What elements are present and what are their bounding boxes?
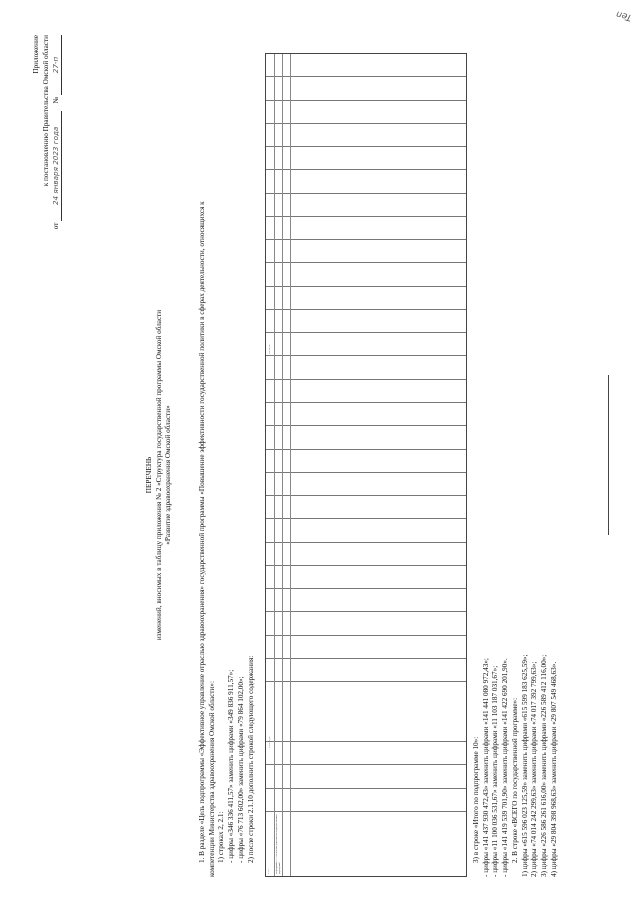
date-prefix: от [52, 222, 61, 230]
table-column-divider [266, 635, 466, 636]
table-column-divider [266, 239, 466, 240]
table-column-divider [266, 588, 466, 589]
table-value-small: 3 150 500,00 [269, 344, 271, 356]
table-column-divider [266, 355, 466, 356]
body-line: 1) строках 2, 2.1: [217, 811, 226, 863]
appendix-line-1: Приложение [32, 35, 40, 74]
tail-line: 3) в строке «Итого по подпрограмме 10»: [472, 736, 480, 863]
table-column-divider [266, 681, 466, 682]
table-column-divider [266, 286, 466, 287]
number-prefix: № [52, 96, 61, 104]
table-column-divider [266, 169, 466, 170]
table-column-divider [266, 425, 466, 426]
tail-lines [472, 77, 559, 877]
handwritten-signature: Ten [615, 8, 633, 23]
body-line: - цифры «76 713 602,00» заменить цифрами «79 864 102,00»; [236, 676, 245, 863]
doc-subtitle: изменений, вносимых в таблицу приложения № 2 «Структура государственной программы Омской области [154, 309, 163, 641]
table-column-divider [266, 741, 466, 742]
table-column-divider [266, 123, 466, 124]
inserted-row-table [265, 53, 467, 877]
tail-line: 2) цифры «74 014 242 299,63» заменить цифрами «74 017 392 799,63»; [530, 661, 539, 877]
date-handwritten: 24 января 2023 года [51, 111, 62, 221]
table-column-divider [266, 764, 466, 765]
table-row-divider [290, 54, 291, 876]
table-column-divider [266, 658, 466, 659]
appendix-block [32, 35, 62, 315]
body-line: - цифры «346 336 411,57» заменить цифрами «349 836 911,57»; [227, 669, 236, 863]
appendix-date-row [51, 35, 62, 315]
tail-line: 3) цифры «226 586 261 616,00» заменить цифрами «226 589 412 116,00»; [540, 654, 549, 877]
table-column-divider [266, 332, 466, 333]
body-line: 2) после строки 2.1.10 дополнить строкой следующего содержания: [246, 655, 255, 863]
doc-title: ПЕРЕЧЕНЬ [145, 456, 153, 494]
table-column-divider [266, 402, 466, 403]
table-column-divider [266, 193, 466, 194]
table-column-divider [266, 146, 466, 147]
rotated-page [10, 5, 633, 895]
table-column-divider [266, 611, 466, 612]
tail-line: - цифры «141 419 539 701,90» заменить цифрами «141 422 690 201,90». [501, 658, 510, 877]
separator-line [608, 375, 609, 535]
table-column-divider [266, 100, 466, 101]
table-column-divider [266, 542, 466, 543]
table-column-divider [266, 811, 466, 812]
table-column-divider [266, 76, 466, 77]
tail-line: 2. В строке «ВСЕГО по государственной программе»: [510, 697, 519, 863]
table-column-divider [266, 216, 466, 217]
body-lines [198, 57, 256, 877]
table-column-divider [266, 449, 466, 450]
table-column-divider [266, 262, 466, 263]
body-line: 1. В разделе «Цель подпрограммы «Эффективное управление отраслью здравоохранения» государственной программы «Повышение эффективности государственной политики в сферах деятельности, относящихся к [198, 201, 206, 863]
appendix-line-2: к постановлению Правительства Омской области [41, 35, 50, 187]
table-column-divider [266, 472, 466, 473]
tail-line: - цифры «11 100 036 531,67» заменить цифрами «11 103 187 031,67»; [491, 665, 500, 877]
tail-line: 4) цифры «29 804 398 968,63» заменить цифрами «29 807 549 468,63». [549, 661, 558, 877]
table-column-divider [266, 495, 466, 496]
table-column-divider [266, 565, 466, 566]
document-heading [145, 135, 174, 815]
doc-program: «Развитие здравоохранения Омской области» [164, 405, 173, 545]
table-column-divider [266, 309, 466, 310]
table-row-divider [282, 54, 283, 876]
table-row-number: 2.1.11 [268, 868, 270, 874]
tail-line: - цифры «141 437 930 472,43» заменить цифрами «141 441 080 972,43»; [481, 658, 490, 877]
table-column-divider [266, 518, 466, 519]
body-line: компетенции Министерства здравоохранения Омской области»: [207, 681, 216, 877]
table-description: Мероприятие 11. Обеспечение деятельности подведомственных учреждений [276, 814, 281, 874]
number-handwritten: 27-п [51, 35, 62, 95]
table-column-divider [266, 788, 466, 789]
table-column-divider [266, 379, 466, 380]
table-row-divider [274, 54, 275, 876]
tail-line: 1) цифры «615 596 023 125,59» заменить цифрами «615 599 183 625,59»; [520, 654, 529, 877]
table-value-main: 3 500 500,00 [269, 736, 271, 748]
